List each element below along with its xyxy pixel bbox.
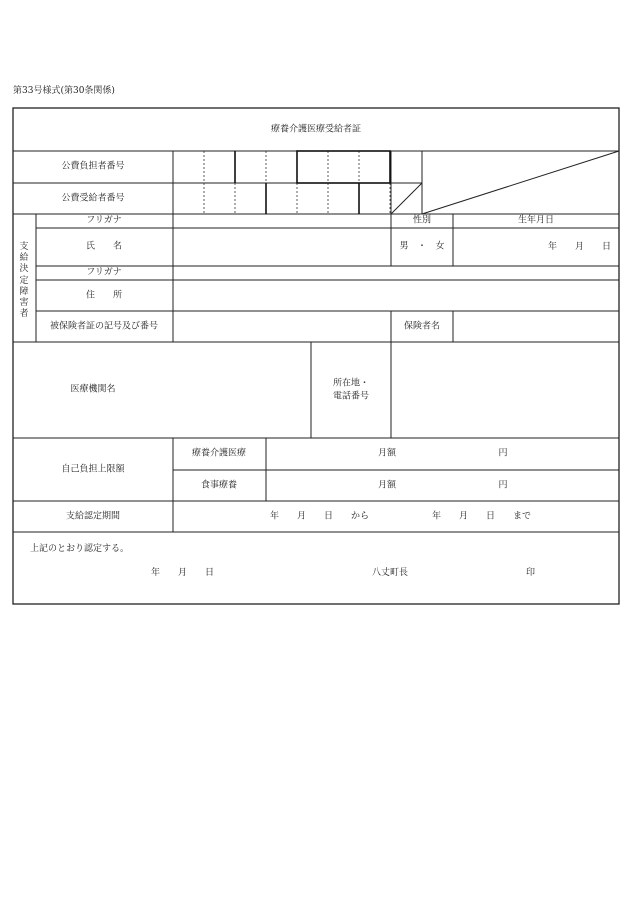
meal-label: 食事療養 [200,480,238,491]
period-label: 支給認定期間 [65,511,121,522]
issue-date: 年 月 日 [151,568,215,578]
meal-yen-label: 円 [498,480,508,491]
insurer-label: 保険者名 [403,321,441,332]
group-label-text: 支給決定障害者 [19,242,29,320]
location-label-line1: 所在地・ [332,378,370,389]
meal-monthly-label: 月額 [377,480,397,491]
medical-institution-label: 医療機関名 [70,384,116,395]
period-value: 年 月 日 から 年 月 日 まで [270,511,532,522]
seal-mark: 印 [526,568,536,578]
care-yen-label: 円 [498,448,508,459]
address-label: 住 所 [85,290,123,301]
authority-name: 八丈町長 [372,568,409,578]
birth-date-value: 年 月 日 [547,242,611,252]
insurance-card-label: 被保険者証の記号及び番号 [49,321,159,332]
furigana-label-1: フリガナ [86,215,122,226]
certificate-title: 療養介護医療受給者証 [270,124,362,135]
name-label: 氏 名 [85,241,123,252]
form-number: 第33号様式(第30条関係) [13,86,115,96]
certified-text: 上記のとおり認定する。 [30,544,130,554]
gender-options: 男 ・ 女 [399,241,445,252]
birth-date-label: 生年月日 [517,215,555,226]
self-pay-limit-label: 自己負担上限額 [61,464,125,475]
location-label-line2: 電話番号 [332,391,370,402]
care-monthly-label: 月額 [377,448,397,459]
care-medical-label: 療養介護医療 [191,448,247,459]
gender-label: 性別 [412,215,432,226]
furigana-label-2: フリガナ [86,267,122,278]
group-label-beneficiary [19,242,29,320]
recipient-number-label: 公費受給者番号 [61,193,125,204]
burden-number-label: 公費負担者番号 [61,161,125,172]
